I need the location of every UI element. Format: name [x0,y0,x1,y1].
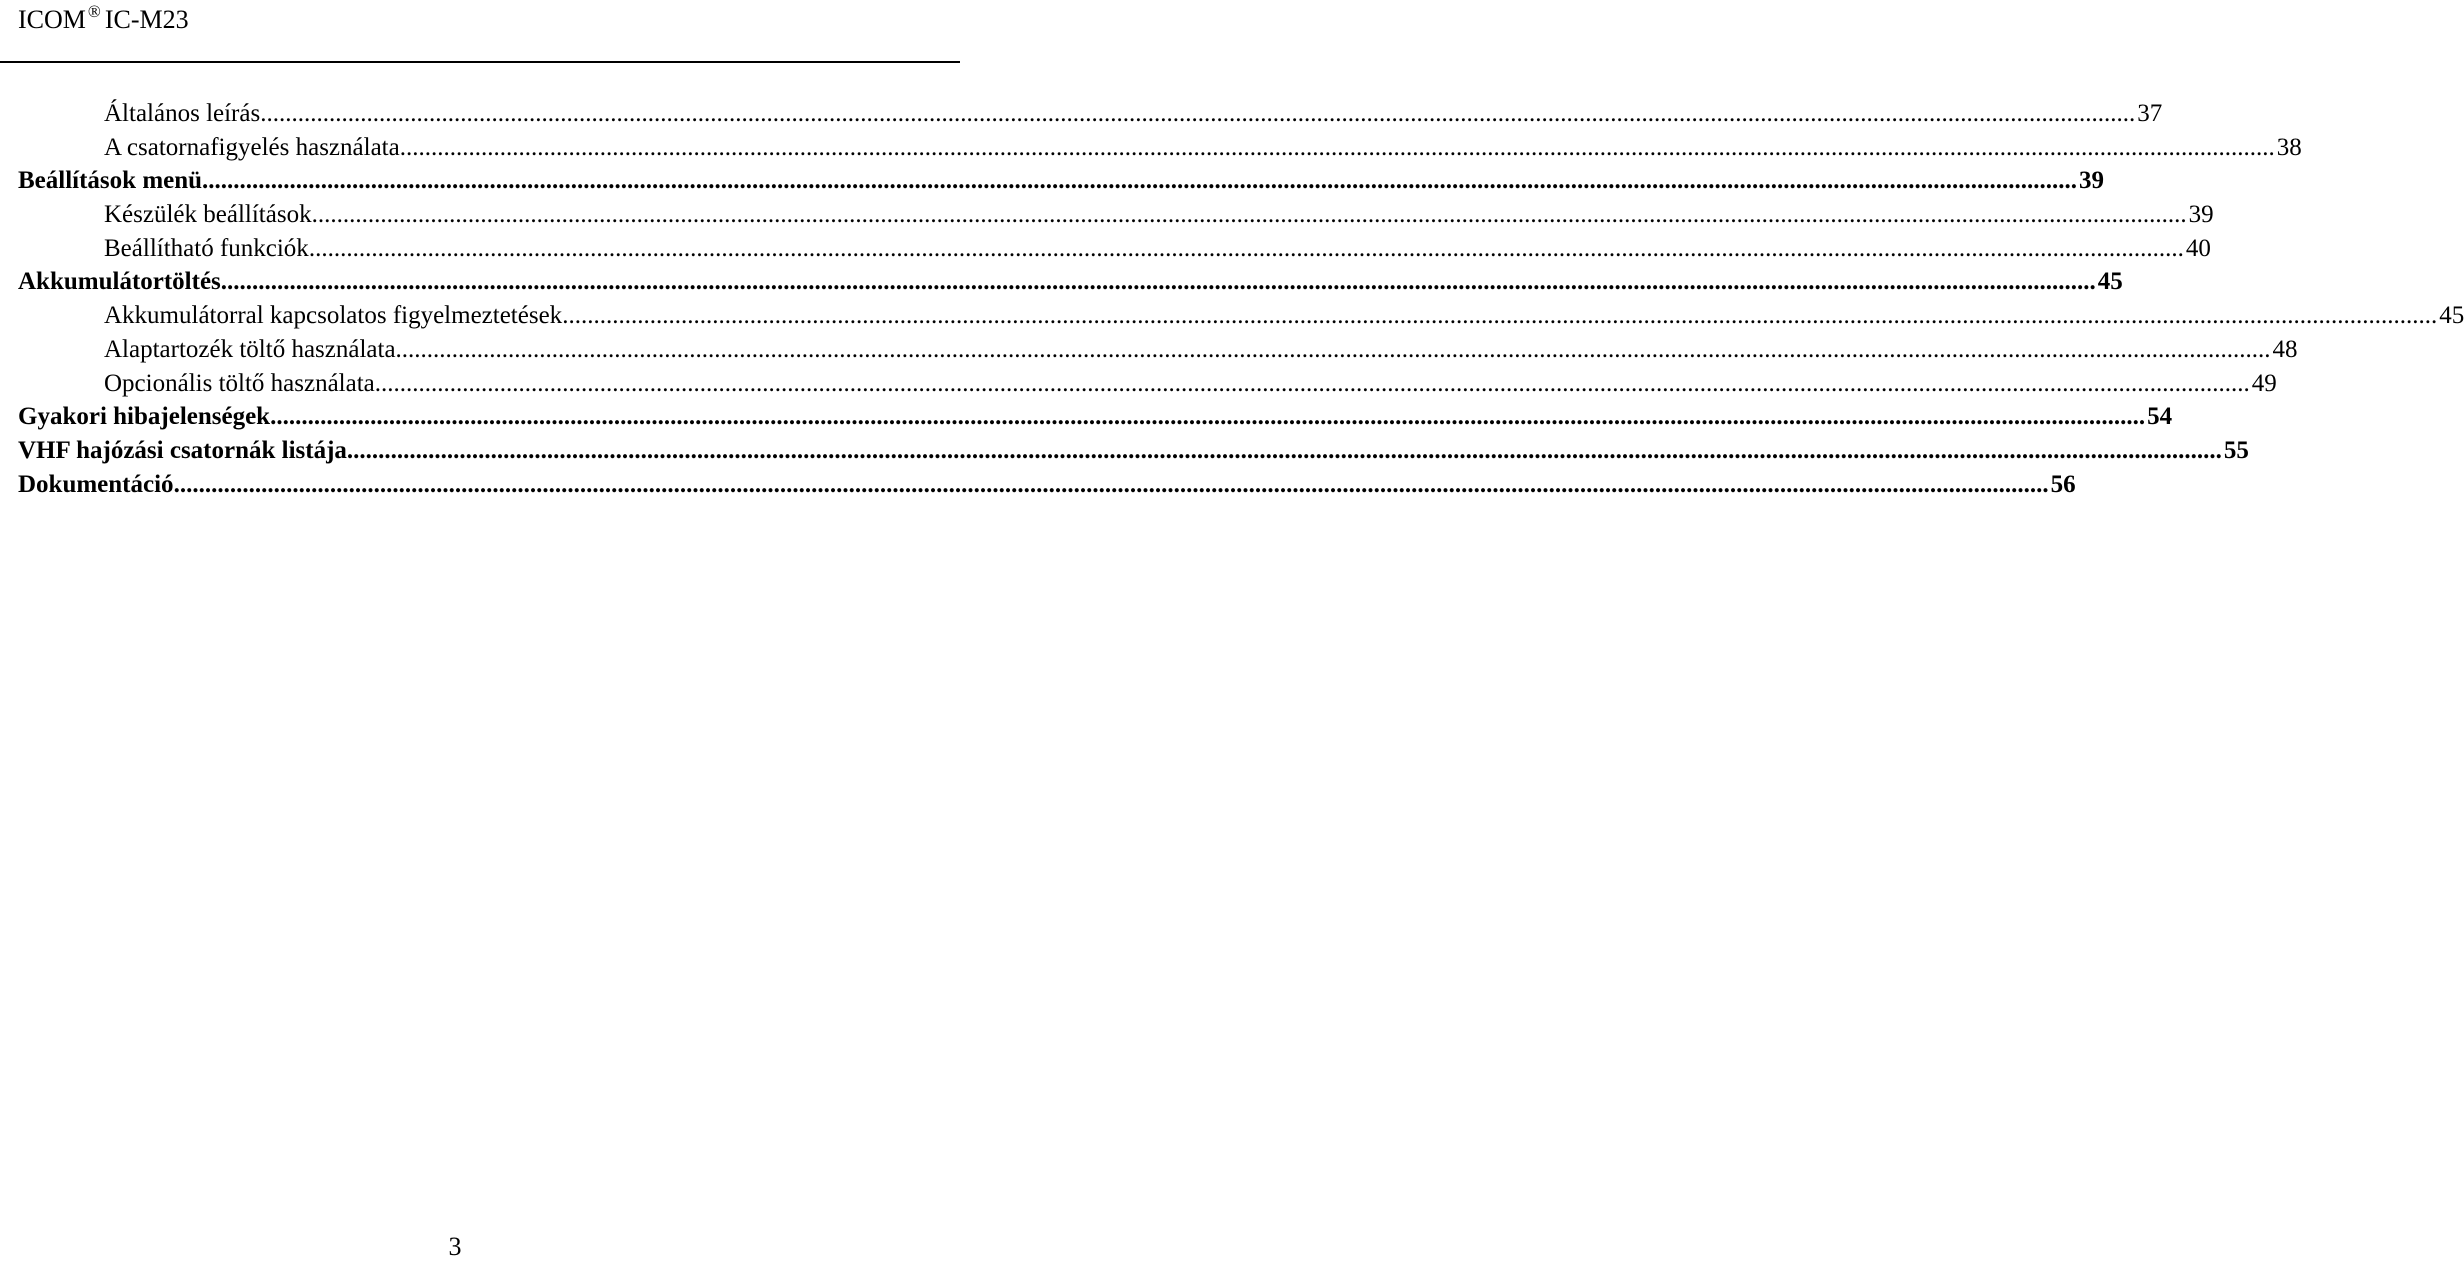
toc-entry[interactable] [18,299,2464,333]
table-of-contents [18,97,2464,501]
toc-dot-leader: ............................................................................................................................................................................................................................................................................................................ [202,167,2078,195]
toc-entry-page: 45 [2097,268,2123,296]
toc-dot-leader: ............................................................................................................................................................................................................................................................................................................ [308,234,2184,262]
toc-dot-leader: ............................................................................................................................................................................................................................................................................................................ [260,100,2136,127]
toc-entry-title: Akkumulátortöltés [18,268,221,296]
toc-entry-title: Beállítások menü [18,167,203,195]
toc-entry-page: 38 [2276,133,2302,161]
toc-entry-title: Akkumulátorral kapcsolatos figyelmeztetések [104,302,563,330]
toc-dot-leader: ............................................................................................................................................................................................................................................................................................................ [311,201,2187,229]
toc-entry-page: 54 [2147,403,2173,431]
toc-dot-leader: ............................................................................................................................................................................................................................................................................................................ [220,268,2096,296]
toc-entry-page: 37 [2137,100,2163,127]
toc-entry[interactable] [18,468,2076,502]
toc-dot-leader: ............................................................................................................................................................................................................................................................................................................ [270,403,2146,431]
toc-entry[interactable] [18,232,2211,266]
toc-entry[interactable] [18,434,2249,468]
toc-entry-page: 45 [2439,302,2464,330]
page-number: 3 [448,1232,462,1261]
toc-entry-title: Opcionális töltő használata [104,369,375,397]
toc-entry[interactable] [18,131,2302,165]
registered-trademark-symbol: ® [87,2,101,21]
toc-dot-leader: ............................................................................................................................................................................................................................................................................................................ [562,302,2438,330]
toc-dot-leader: ............................................................................................................................................................................................................................................................................................................ [173,470,2049,498]
toc-entry-title: Gyakori hibajelenségek [18,403,271,431]
toc-entry-page: 39 [2079,167,2105,195]
toc-entry[interactable] [18,97,2163,131]
toc-entry-page: 49 [2251,369,2277,397]
toc-dot-leader: ............................................................................................................................................................................................................................................................................................................ [346,436,2222,464]
running-header [18,4,189,39]
toc-dot-leader: ............................................................................................................................................................................................................................................................................................................ [374,369,2250,397]
toc-entry-page: 48 [2272,335,2298,363]
toc-entry-title: Alaptartozék töltő használata [104,335,396,363]
toc-entry[interactable] [18,265,2123,299]
toc-entry[interactable] [18,198,2214,232]
toc-entry-page: 40 [2185,234,2211,262]
brand-name: ICOM [18,5,86,34]
toc-entry-page: 39 [2188,201,2214,229]
toc-entry-title: Általános leírás [104,100,261,127]
model-name: IC-M23 [104,5,189,34]
toc-entry-page: 55 [2223,436,2249,464]
toc-entry[interactable] [18,400,2173,434]
toc-entry-page: 56 [2050,470,2076,498]
toc-entry[interactable] [18,333,2298,367]
toc-entry-title: Készülék beállítások [104,201,312,229]
toc-entry[interactable] [18,367,2277,401]
toc-entry-title: Dokumentáció [18,470,174,498]
toc-entry[interactable] [18,164,2105,198]
toc-entry-title: VHF hajózási csatornák listája [18,436,347,464]
toc-entry-title: Beállítható funkciók [104,234,309,262]
toc-dot-leader: ............................................................................................................................................................................................................................................................................................................ [399,133,2275,161]
toc-dot-leader: ............................................................................................................................................................................................................................................................................................................ [395,335,2271,363]
header-rule [0,61,960,63]
toc-entry-title: A csatornafigyelés használata [104,133,400,161]
